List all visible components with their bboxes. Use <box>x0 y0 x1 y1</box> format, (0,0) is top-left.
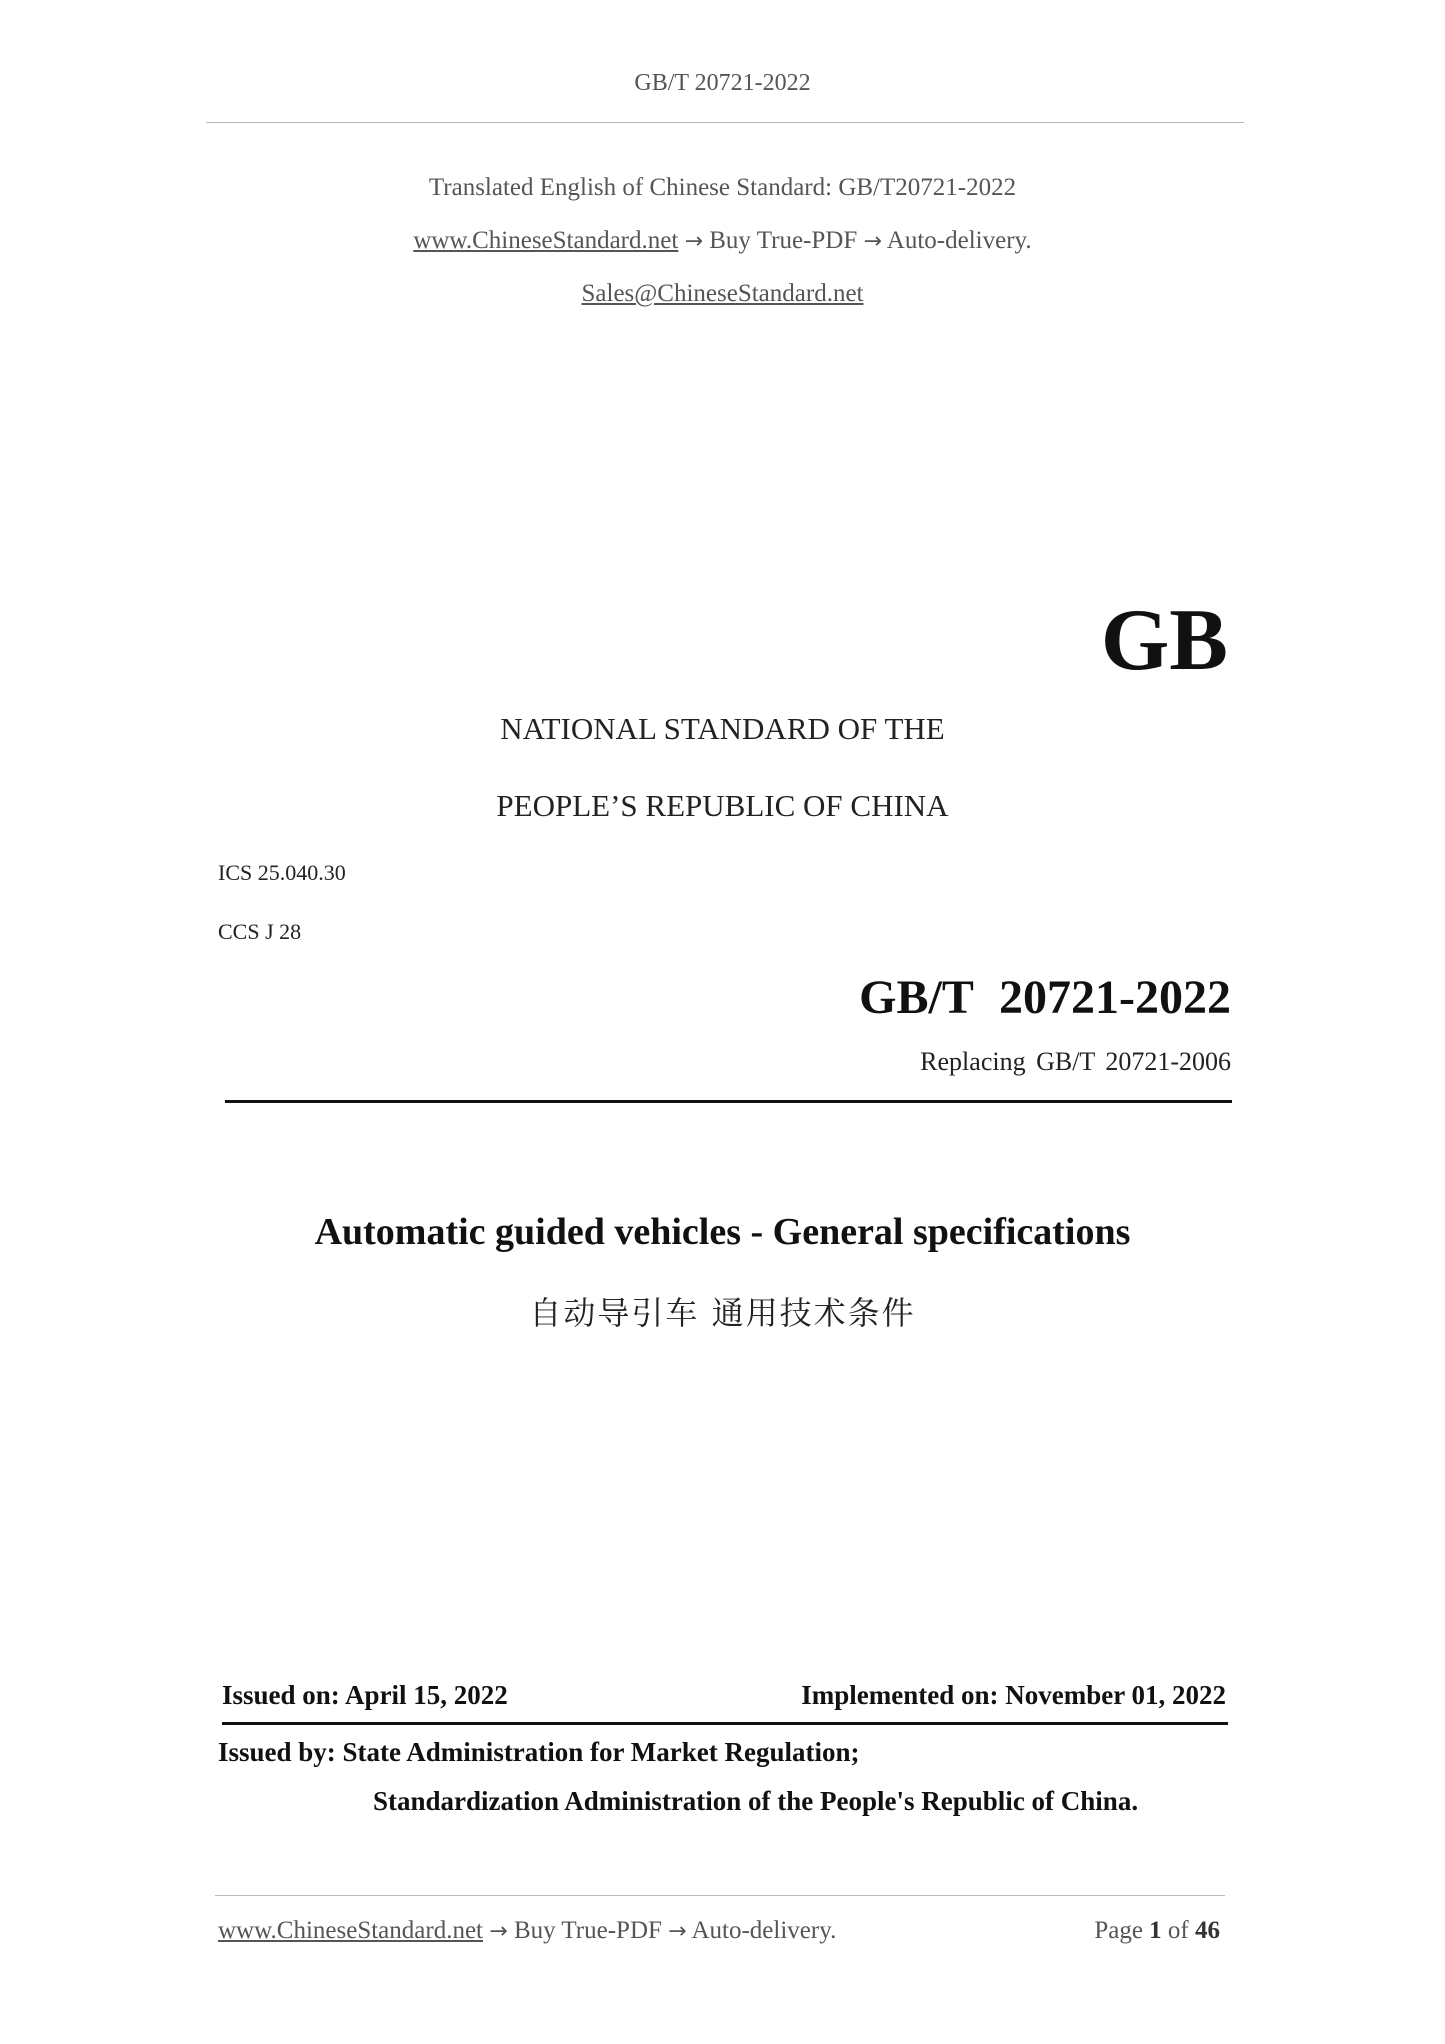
translation-notice: Translated English of Chinese Standard: GB/T20721-2022 <box>428 174 1017 201</box>
page-total: 46 <box>1195 1917 1220 1944</box>
document-title-chinese: 自动导引车 通用技术条件 <box>529 1294 916 1332</box>
sales-email-link[interactable]: Sales@ChineseStandard.net <box>581 280 864 307</box>
page-of-label: of <box>1167 1917 1189 1944</box>
arrow-right-icon: → <box>684 229 703 254</box>
header-divider <box>206 122 1244 123</box>
issued-on-date: Issued on: April 15, 2022 <box>222 1680 508 1710</box>
page-indicator <box>1094 1917 1220 1945</box>
national-standard-line-1: NATIONAL STANDARD OF THE <box>500 711 945 746</box>
issued-by-line-2: Standardization Administration of the People's Republic of China. <box>373 1786 1139 1816</box>
footer-site-link[interactable]: www.ChineseStandard.net <box>218 1917 483 1944</box>
issued-by-line-1: Issued by: State Administration for Market Regulation; <box>218 1737 860 1767</box>
arrow-right-icon: → <box>863 229 882 254</box>
implemented-on-date: Implemented on: November 01, 2022 <box>801 1680 1226 1710</box>
site-link[interactable]: www.ChineseStandard.net <box>413 227 679 254</box>
footer-buy-text: Buy True-PDF <box>513 1917 662 1944</box>
auto-delivery-text: Auto-delivery. <box>886 227 1032 254</box>
title-divider <box>225 1100 1232 1103</box>
page-label: Page <box>1094 1917 1143 1944</box>
footer-auto-delivery-text: Auto-delivery. <box>691 1917 837 1944</box>
ics-code: ICS 25.040.30 <box>218 860 346 885</box>
running-header: GB/T 20721-2022 <box>634 70 811 96</box>
document-title-english: Automatic guided vehicles - General specifications <box>314 1211 1131 1253</box>
national-standard-line-2: PEOPLE’S REPUBLIC OF CHINA <box>496 788 949 823</box>
issue-divider <box>222 1722 1228 1725</box>
purchase-line <box>0 227 1445 255</box>
buy-true-pdf-text: Buy True-PDF <box>709 227 858 254</box>
footer-divider <box>215 1895 1225 1896</box>
gb-logo-mark: GB <box>1100 592 1228 689</box>
standard-number: GB/T 20721-2022 <box>859 971 1231 1024</box>
replacing-standard: Replacing GB/T 20721-2006 <box>920 1047 1231 1076</box>
page-current: 1 <box>1149 1917 1162 1944</box>
arrow-right-icon: → <box>489 1919 508 1944</box>
arrow-right-icon: → <box>668 1919 687 1944</box>
ccs-code: CCS J 28 <box>218 919 302 944</box>
footer-purchase-line <box>218 1917 836 1945</box>
email-line <box>0 280 1445 308</box>
